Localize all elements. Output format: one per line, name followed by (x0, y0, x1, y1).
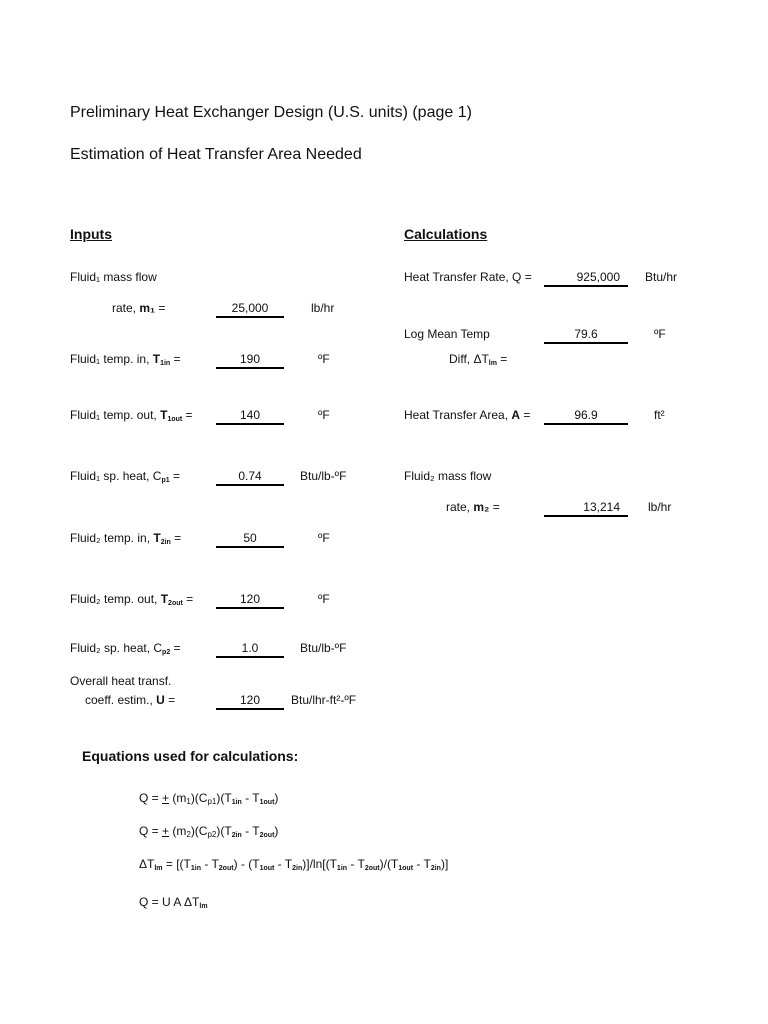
eq1-plusminus: + (162, 791, 170, 805)
eq3-part: = [(T (162, 857, 191, 871)
u-unit: Btu/lhr-ft²-ºF (291, 693, 357, 707)
t2in-sub: 2in (160, 539, 171, 546)
q-unit: Btu/hr (645, 270, 678, 284)
lmtd-prefix: Diff, ΔT (449, 352, 489, 366)
eq3-part: - T (201, 857, 219, 871)
t2in-value[interactable]: 50 (216, 531, 284, 548)
eq1-sub: 1 (186, 797, 191, 806)
eq1-part: )(C (190, 791, 208, 805)
t1out-unit: ºF (318, 408, 330, 422)
cp1-unit: Btu/lb-ºF (300, 469, 347, 483)
eq1-part: )(T (216, 791, 232, 805)
t1out-sub: 1out (167, 416, 183, 423)
t1in-symbol: T (152, 352, 161, 366)
eq1-part: - T (241, 791, 260, 805)
t1out-symbol: T (160, 408, 168, 422)
area-value: 96.9 (544, 408, 628, 425)
eq3-part: ) - (T (233, 857, 260, 871)
eq1-part: ) (274, 791, 279, 805)
cp2-unit: Btu/lb-ºF (300, 641, 347, 655)
t2in-unit: ºF (318, 531, 330, 545)
area-symbol: A (511, 408, 521, 422)
t1in-sub: 1in (160, 360, 171, 367)
t2in-label (70, 531, 181, 546)
cp1-label (70, 469, 180, 484)
eq3-sub: 1out (398, 865, 414, 872)
eq3-part: - T (413, 857, 431, 871)
q-value (544, 270, 628, 287)
t1out-prefix: Fluid₁ temp. out, (70, 408, 161, 422)
u-prefix: coeff. estim., (85, 693, 157, 707)
cp2-prefix: Fluid₂ sp. heat, C (70, 641, 163, 655)
cp2-sub: p2 (162, 649, 171, 656)
cp2-value[interactable]: 1.0 (216, 641, 284, 658)
eq2-sub: 2in (231, 832, 242, 839)
cp1-sub: p1 (161, 477, 170, 484)
equation-4 (139, 895, 208, 910)
eq3-sub: 1in (190, 865, 201, 872)
eq2-part: ) (274, 824, 279, 838)
t1out-eq: = (182, 408, 193, 422)
eq4-part: Q = U A ΔT (139, 895, 200, 909)
m1-symbol: m₁ (139, 301, 155, 315)
lmtd-label-line1: Log Mean Temp (404, 327, 490, 341)
eq1-part: (m (169, 791, 187, 805)
m2-value-text: 13,214 (583, 500, 620, 514)
eq3-sub: 1out (259, 865, 275, 872)
eq2-part: - T (241, 824, 260, 838)
t2in-symbol: T (153, 531, 161, 545)
t2out-value[interactable]: 120 (216, 592, 284, 609)
q-value-text: 925,000 (576, 270, 620, 284)
eq3-sub: 2out (364, 865, 380, 872)
eq2-sub: 2out (259, 832, 275, 839)
t1in-unit: ºF (318, 352, 330, 366)
lmtd-unit: ºF (654, 327, 666, 341)
t2out-unit: ºF (318, 592, 330, 606)
t1in-label (70, 352, 181, 367)
m1-unit: lb/hr (311, 301, 335, 315)
m1-label-prefix: rate, (112, 301, 140, 315)
eq2-sub: p2 (207, 830, 217, 839)
eq1-sub: p1 (207, 797, 217, 806)
eq2-part: )(C (190, 824, 208, 838)
u-eq: = (164, 693, 176, 707)
m2-unit: lb/hr (648, 500, 672, 514)
t2out-prefix: Fluid₂ temp. out, (70, 592, 161, 606)
m1-label-line2 (112, 301, 165, 315)
equations-heading: Equations used for calculations: (82, 748, 299, 764)
u-label-line1: Overall heat transf. (70, 674, 172, 688)
eq2-part: (m (169, 824, 187, 838)
eq3-part: ΔT (139, 857, 155, 871)
page-title: Preliminary Heat Exchanger Design (U.S. units) (page 1) (70, 104, 472, 121)
u-label-line2 (85, 693, 175, 707)
eq3-part: - T (274, 857, 293, 871)
lmtd-value: 79.6 (544, 327, 628, 344)
area-prefix: Heat Transfer Area, (404, 408, 512, 422)
cp1-value[interactable]: 0.74 (216, 469, 284, 486)
m2-prefix: rate, (446, 500, 474, 514)
eq2-plusminus: + (162, 824, 170, 838)
lmtd-eq: = (496, 352, 508, 366)
t2out-sub: 2out (168, 600, 183, 607)
equation-3 (139, 857, 448, 872)
t1in-value[interactable]: 190 (216, 352, 284, 369)
m1-label-line1: Fluid₁ mass flow (70, 270, 157, 284)
eq3-sub: 2in (430, 865, 441, 872)
t2out-label (70, 592, 193, 607)
t2in-eq: = (170, 531, 182, 545)
t1in-eq: = (170, 352, 181, 366)
m2-label-line1: Fluid₂ mass flow (404, 469, 492, 483)
inputs-heading: Inputs (70, 226, 112, 242)
page-subtitle: Estimation of Heat Transfer Area Needed (70, 146, 362, 163)
m1-eq: = (155, 301, 166, 315)
m2-value (544, 500, 628, 517)
m1-value[interactable]: 25,000 (216, 301, 284, 318)
m2-symbol: m₂ (473, 500, 490, 514)
area-unit: ft² (654, 408, 665, 422)
area-label (404, 408, 530, 422)
eq2-part: )(T (216, 824, 232, 838)
eq1-sub: 1out (259, 799, 275, 806)
cp2-eq: = (170, 641, 181, 655)
calculations-heading: Calculations (404, 226, 488, 242)
m2-eq: = (489, 500, 500, 514)
eq3-sub: lm (154, 865, 163, 872)
eq3-sub: 2out (218, 865, 234, 872)
t2out-symbol: T (160, 592, 169, 606)
cp1-eq: = (169, 469, 180, 483)
eq2-part: Q = (139, 824, 163, 838)
cp2-label (70, 641, 181, 656)
equation-2 (139, 824, 278, 839)
eq2-sub: 2 (186, 830, 191, 839)
t1out-label (70, 408, 193, 423)
eq1-sub: 1in (231, 799, 242, 806)
u-symbol: U (156, 693, 165, 707)
t2in-prefix: Fluid₂ temp. in, (70, 531, 154, 545)
equation-1 (139, 791, 278, 806)
eq4-sub: lm (199, 903, 208, 910)
eq1-part: Q = (139, 791, 163, 805)
t2out-eq: = (182, 592, 194, 606)
u-value[interactable]: 120 (216, 693, 284, 710)
eq3-sub: 1in (336, 865, 348, 872)
eq3-sub: 2in (292, 865, 303, 872)
eq3-part: )]/ln[(T (302, 857, 337, 871)
eq3-part: )/(T (379, 857, 399, 871)
cp1-prefix: Fluid₁ sp. heat, C (70, 469, 162, 483)
eq3-part: )] (440, 857, 449, 871)
lmtd-sub: lm (488, 360, 497, 367)
m2-label-line2 (446, 500, 500, 514)
area-eq: = (520, 408, 531, 422)
lmtd-label-line2 (449, 352, 507, 367)
t1out-value[interactable]: 140 (216, 408, 284, 425)
q-label: Heat Transfer Rate, Q = (404, 270, 532, 284)
eq3-part: - T (347, 857, 365, 871)
t1in-prefix: Fluid₁ temp. in, (70, 352, 153, 366)
